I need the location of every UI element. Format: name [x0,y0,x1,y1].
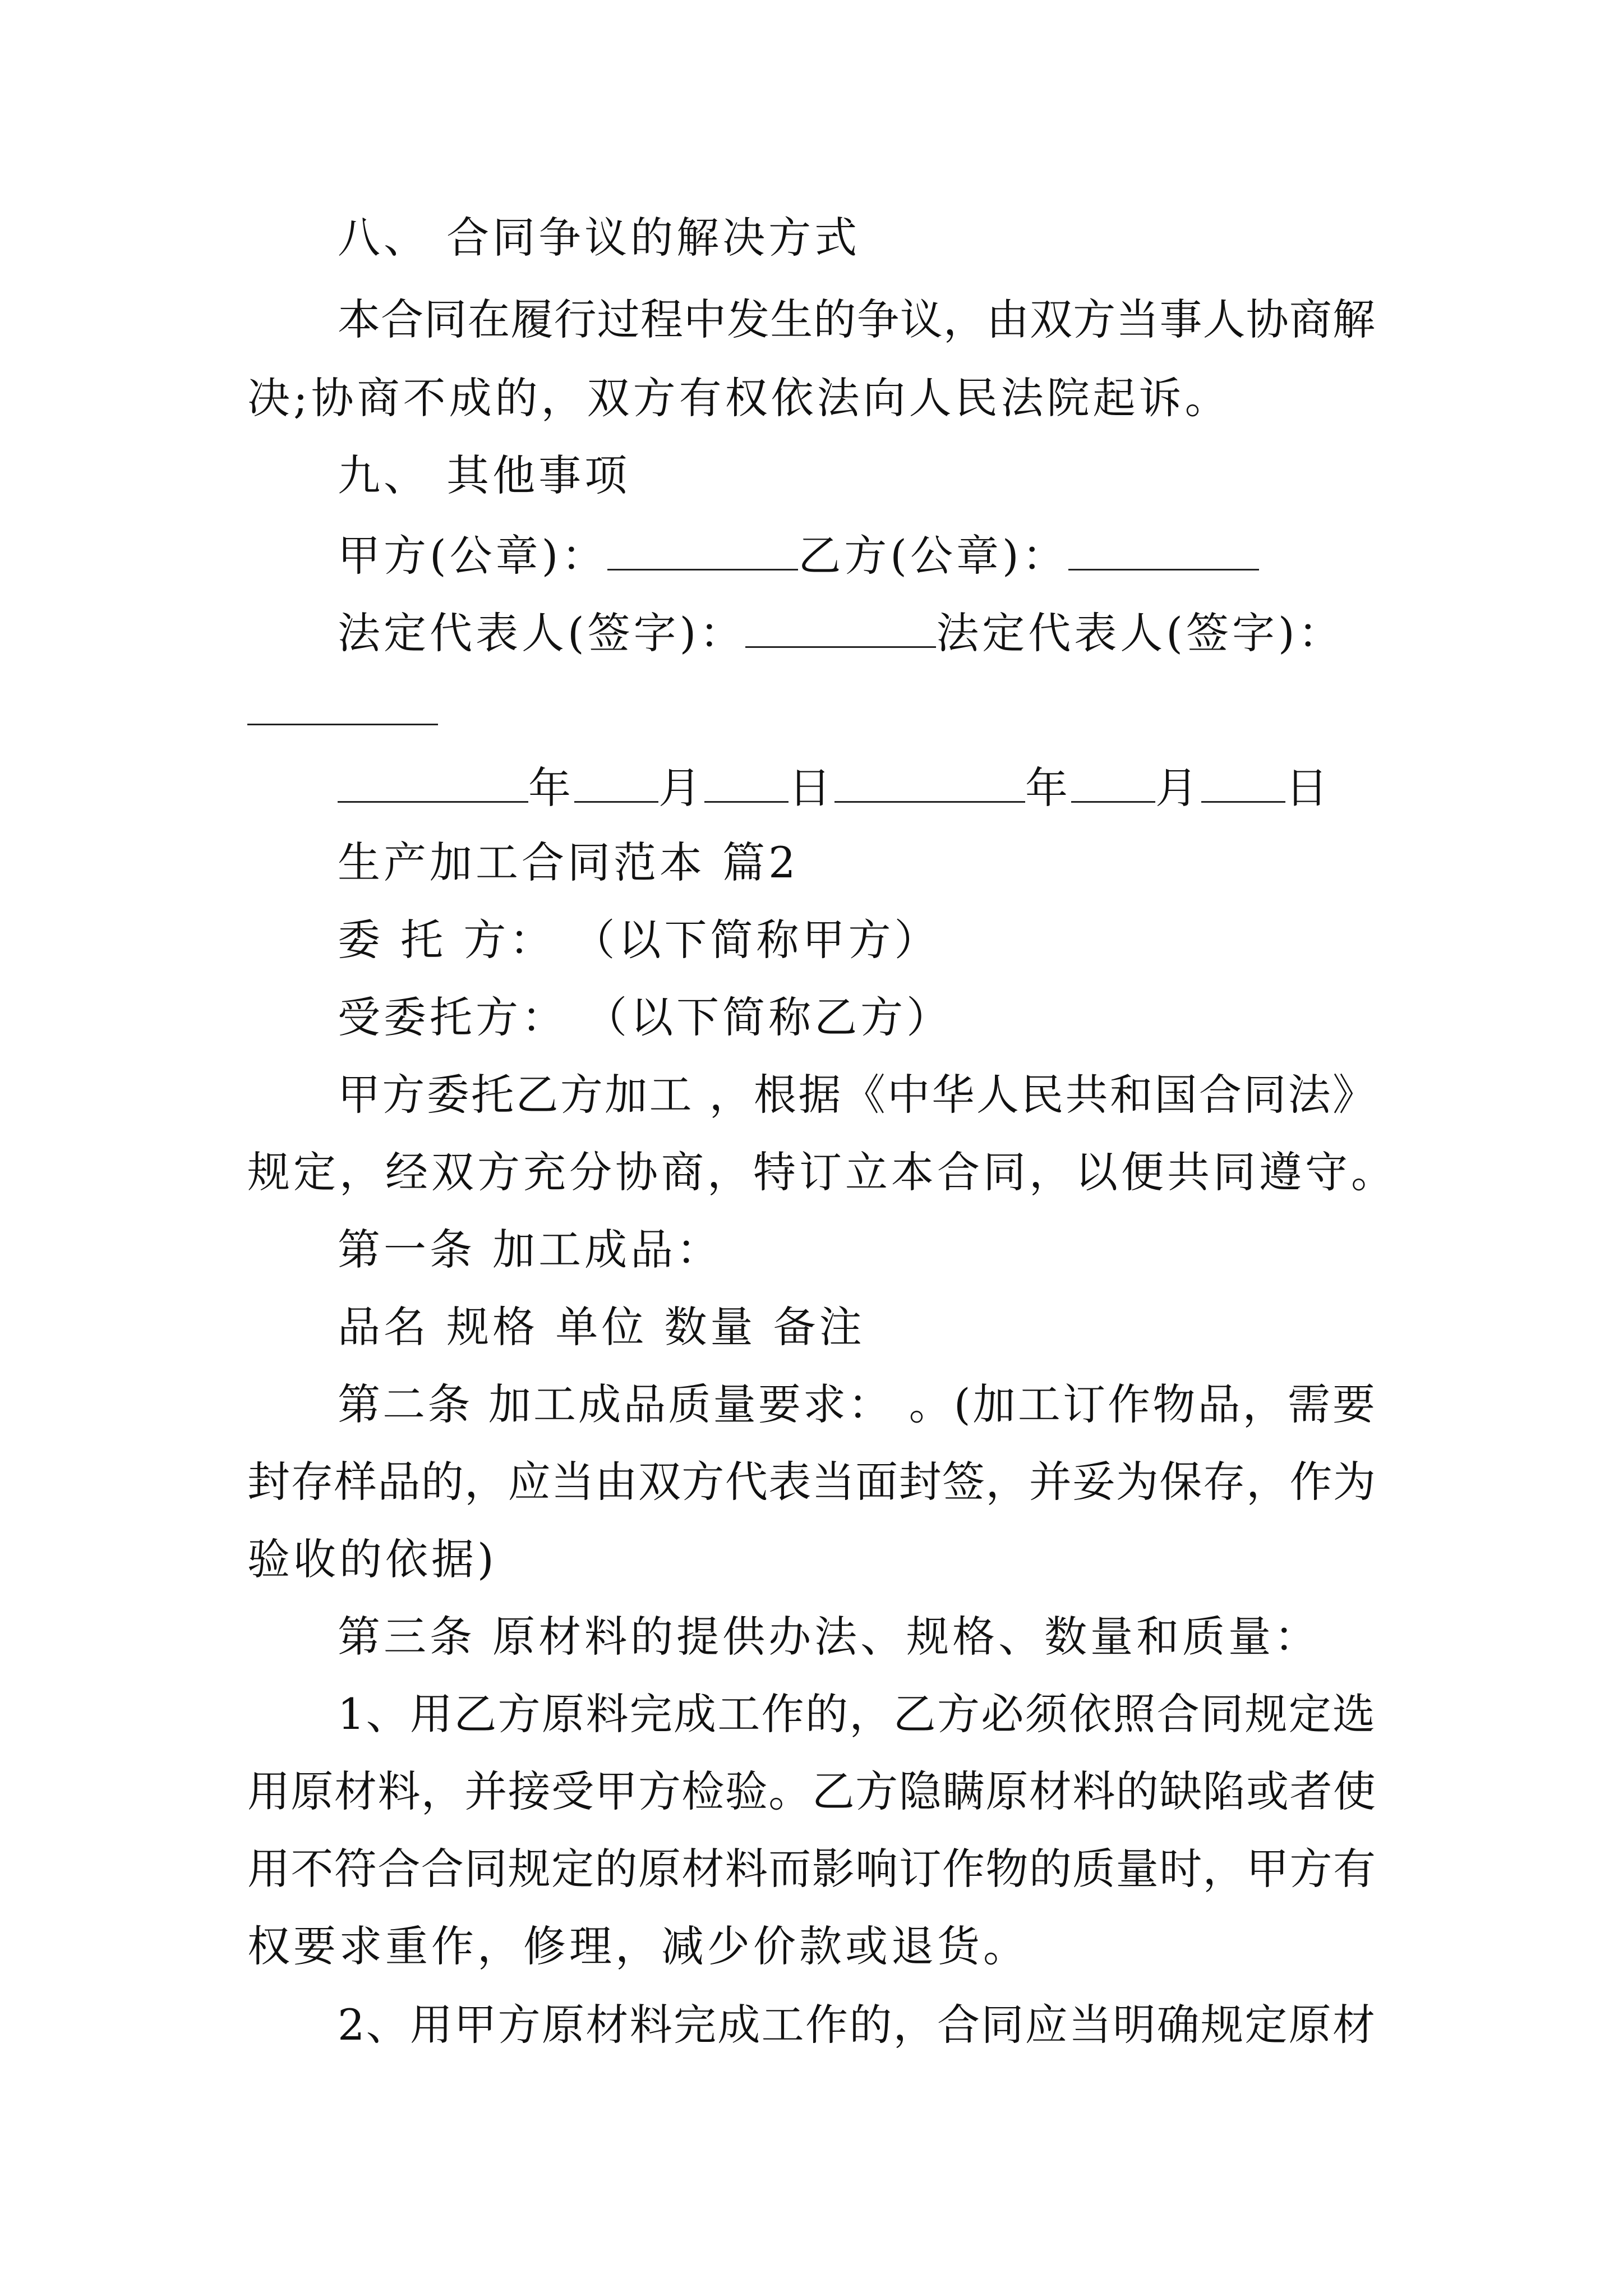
legal-rep-a-blank [745,609,936,648]
seal-signature-row [338,531,1259,581]
clause-2-line-1: 第二条 加工成品质量要求： 。(加工订作物品，需要 [338,1379,1375,1429]
party-a-seal-blank [607,532,798,570]
item-1-line-4: 权要求重作，修理，减少价款或退货。 [247,1921,1029,1971]
section-9-title: 九、 其他事项 [338,450,631,500]
clause-1-heading: 第一条 加工成品： [338,1225,723,1274]
legal-rep-a-label: 法定代表人(签字)： [338,608,746,658]
date-b-year-blank [834,764,1025,803]
date-b-month-label: 月 [1155,763,1201,813]
legal-rep-b-label: 法定代表人(签字)： [936,608,1344,658]
item-1-line-3: 用不符合合同规定的原材料而影响订作物的质量时，甲方有 [247,1844,1376,1894]
party-b-seal-label: 乙方(公章)： [798,531,1068,581]
party-a-seal-label: 甲方(公章)： [338,531,608,581]
contract-heading-part-2: 生产加工合同范本 篇2 [338,838,799,887]
item-1-line-2: 用原材料，并接受甲方检验。乙方隐瞒原材料的缺陷或者使 [247,1766,1376,1816]
clause-1-columns: 品名 规格 单位 数量 备注 [338,1302,865,1352]
date-a-year-label: 年 [528,763,574,813]
item-1-line-1: 1、用乙方原料完成工作的，乙方必须依照合同规定选 [338,1689,1375,1739]
section-8-body-line-2: 决;协商不成的，双方有权依法向人民法院起诉。 [247,373,1231,423]
date-b-day-label: 日 [1285,763,1331,813]
intro-line-2: 规定，经双方充分协商，特订立本合同，以便共同遵守。 [247,1147,1397,1197]
date-a-day-blank [704,764,789,803]
date-a-month-label: 月 [658,763,704,813]
date-row [338,763,1331,813]
item-2-line-1: 2、用甲方原材料完成工作的，合同应当明确规定原材 [338,2000,1375,2050]
clause-2-line-2: 封存样品的，应当由双方代表当面封签，并妥为保存，作为 [247,1457,1376,1507]
contractor-label: 受委托方： （以下简称乙方） [338,992,953,1042]
date-a-day-label: 日 [789,763,834,813]
legal-rep-b-blank-row [247,687,438,732]
clause-2-line-3: 验收的依据) [247,1534,497,1584]
date-b-year-label: 年 [1025,763,1071,813]
date-b-day-blank [1201,764,1285,803]
section-8-body-line-1: 本合同在履行过程中发生的争议，由双方当事人协商解 [338,295,1375,344]
date-a-year-blank [338,764,528,803]
section-8-title: 八、 合同争议的解决方式 [338,213,861,263]
party-b-seal-blank [1068,532,1259,570]
clause-3-heading: 第三条 原材料的提供办法、规格、数量和质量： [338,1612,1321,1662]
intro-line-1: 甲方委托乙方加工 ，根据《中华人民共和国合同法》 [338,1070,1375,1120]
legal-rep-b-blank [247,687,438,725]
client-label: 委 托 方： （以下简称甲方） [338,915,940,965]
legal-rep-signature-row [338,608,1344,658]
date-b-month-blank [1071,764,1155,803]
date-a-month-blank [574,764,658,803]
